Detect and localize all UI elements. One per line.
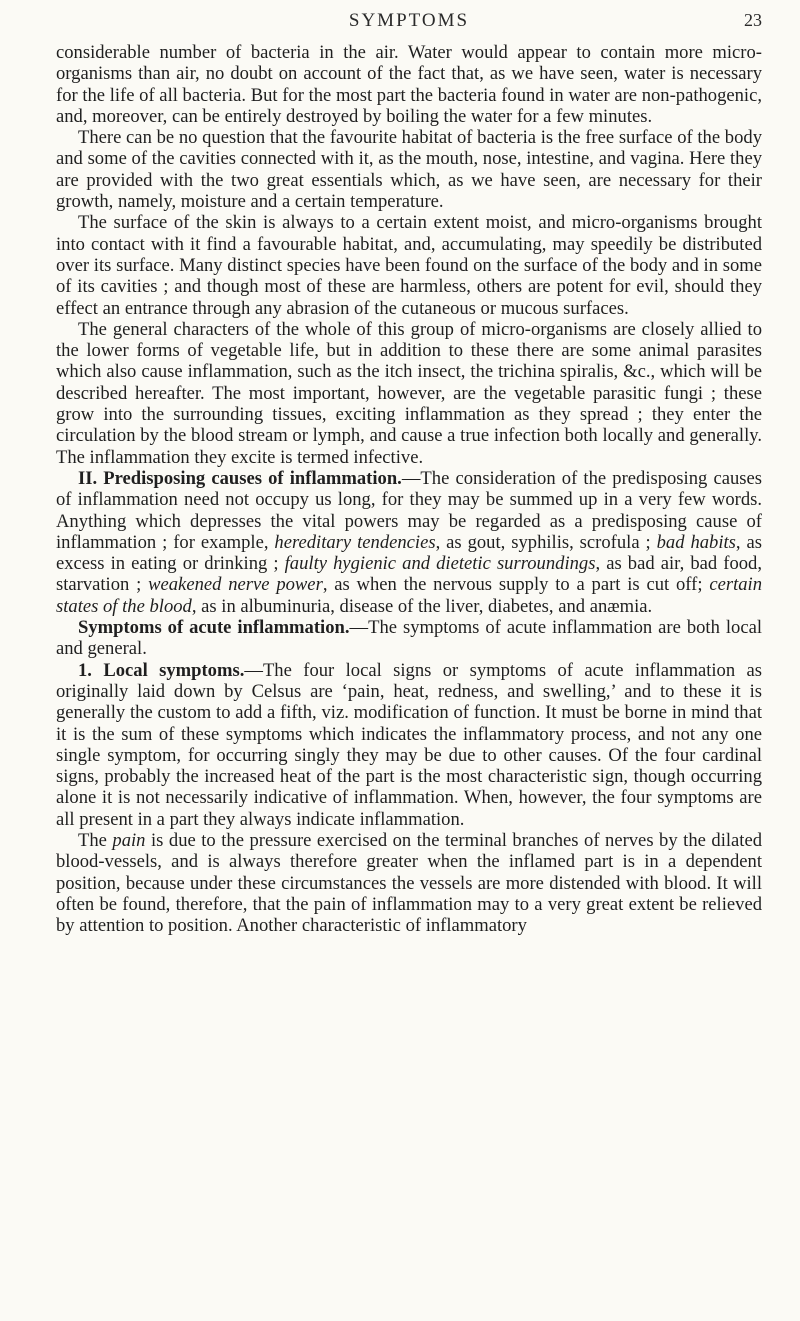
heading-predisposing-causes: II. Predisposing causes of inflammation. <box>78 467 402 489</box>
paragraph-predisposing-causes: II. Predisposing causes of inflammation.—The consideration of the predisposing causes of inflammation need not occupy us long, for they may be summed up in a very few words. Anything which depresses the vital powers may be regarded as a predisposing cause of inflammation ; for example, hereditary tendencies, as gout, syphilis, scrofula ; bad habits, as excess in eating or drinking ; faulty hygienic and dietetic surroundings, as bad air, bad food, starvation ; weakened nerve power, as when the nervous supply to a part is cut off; certain states of the blood, as in albuminuria, disease of the liver, diabetes, and anæmia. <box>56 467 762 617</box>
paragraph-pain: The pain is due to the pressure exercised on the terminal branches of nerves by the dilated blood-vessels, and is always therefore greater when the inflamed part is in a dependent position, because under these circumstances the vessels are more distended with blood. It will often be found, therefore, that the pain of inflammation may to a very great extent be relieved by attention to position. Another characteristic of inflammatory <box>56 829 762 937</box>
paragraph-local-symptoms: 1. Local symptoms.—The four local signs or symptoms of acute inflammation as originally laid down by Celsus are ‘pain, heat, redness, and swelling,’ and to these it is generally the custom to add a fifth, viz. modification of function. It must be borne in mind that it is the sum of these symptoms which indicates the inflammatory process, and not any one single symptom, for occurring singly they may be due to other causes. Of the four cardinal signs, probably the increased heat of the part is the most characteristic sign, though occurring alone it is not necessarily indicative of inflammation. When, however, the four symptoms are all present in a part they always indicate inflammation. <box>56 659 762 830</box>
page-header <box>56 10 762 32</box>
paragraph-skin-surface: The surface of the skin is always to a certain extent moist, and micro-organisms brought into contact with it find a favourable habitat, and, accumulating, may speedily be distributed over its surface. Many distinct species have been found on the surface of the body and in some of its cavities ; and though most of these are harmless, others are potent for evil, should they effect an entrance through any abrasion of the cutaneous or mucous surfaces. <box>56 212 762 319</box>
heading-local-symptoms: 1. Local symptoms. <box>78 659 245 681</box>
paragraph-general-characters: The general characters of the whole of this group of micro-organisms are closely allied to the lower forms of vegetable life, but in addition to these there are some animal parasites which also cause inflammation, such as the itch insect, the trichina spiralis, &c., which will be described hereafter. The most important, however, are the vegetable parasitic fungi ; these grow into the surrounding tissues, exciting inflammation as they spread ; they enter the circulation by the blood stream or lymph, and cause a true infection both locally and generally. The inflammation they excite is termed infective. <box>56 318 762 468</box>
paragraph-continuation: considerable number of bacteria in the air. Water would appear to contain more micro-organisms than air, no doubt on account of the fact that, as we have seen, water is necessary for the life of all bacteria. But for the most part the bacteria found in water are non-pathogenic, and, moreover, can be entirely destroyed by boiling the water for a few minutes. <box>56 42 762 127</box>
page-number: 23 <box>744 10 762 30</box>
paragraph-bacteria-habitat: There can be no question that the favourite habitat of bacteria is the free surface of the body and some of the cavities connected with it, as the mouth, nose, intestine, and vagina. Here they are provided with the two great essentials which, as we have seen, are necessary for their growth, namely, moisture and a certain temperature. <box>56 127 762 213</box>
heading-acute-inflammation: Symptoms of acute inflammation. <box>78 617 350 639</box>
body-text <box>56 42 762 936</box>
paragraph-acute-inflammation: Symptoms of acute inflammation.—The symptoms of acute inflammation are both local and general. <box>56 617 763 660</box>
running-head: SYMPTOMS <box>348 10 470 31</box>
